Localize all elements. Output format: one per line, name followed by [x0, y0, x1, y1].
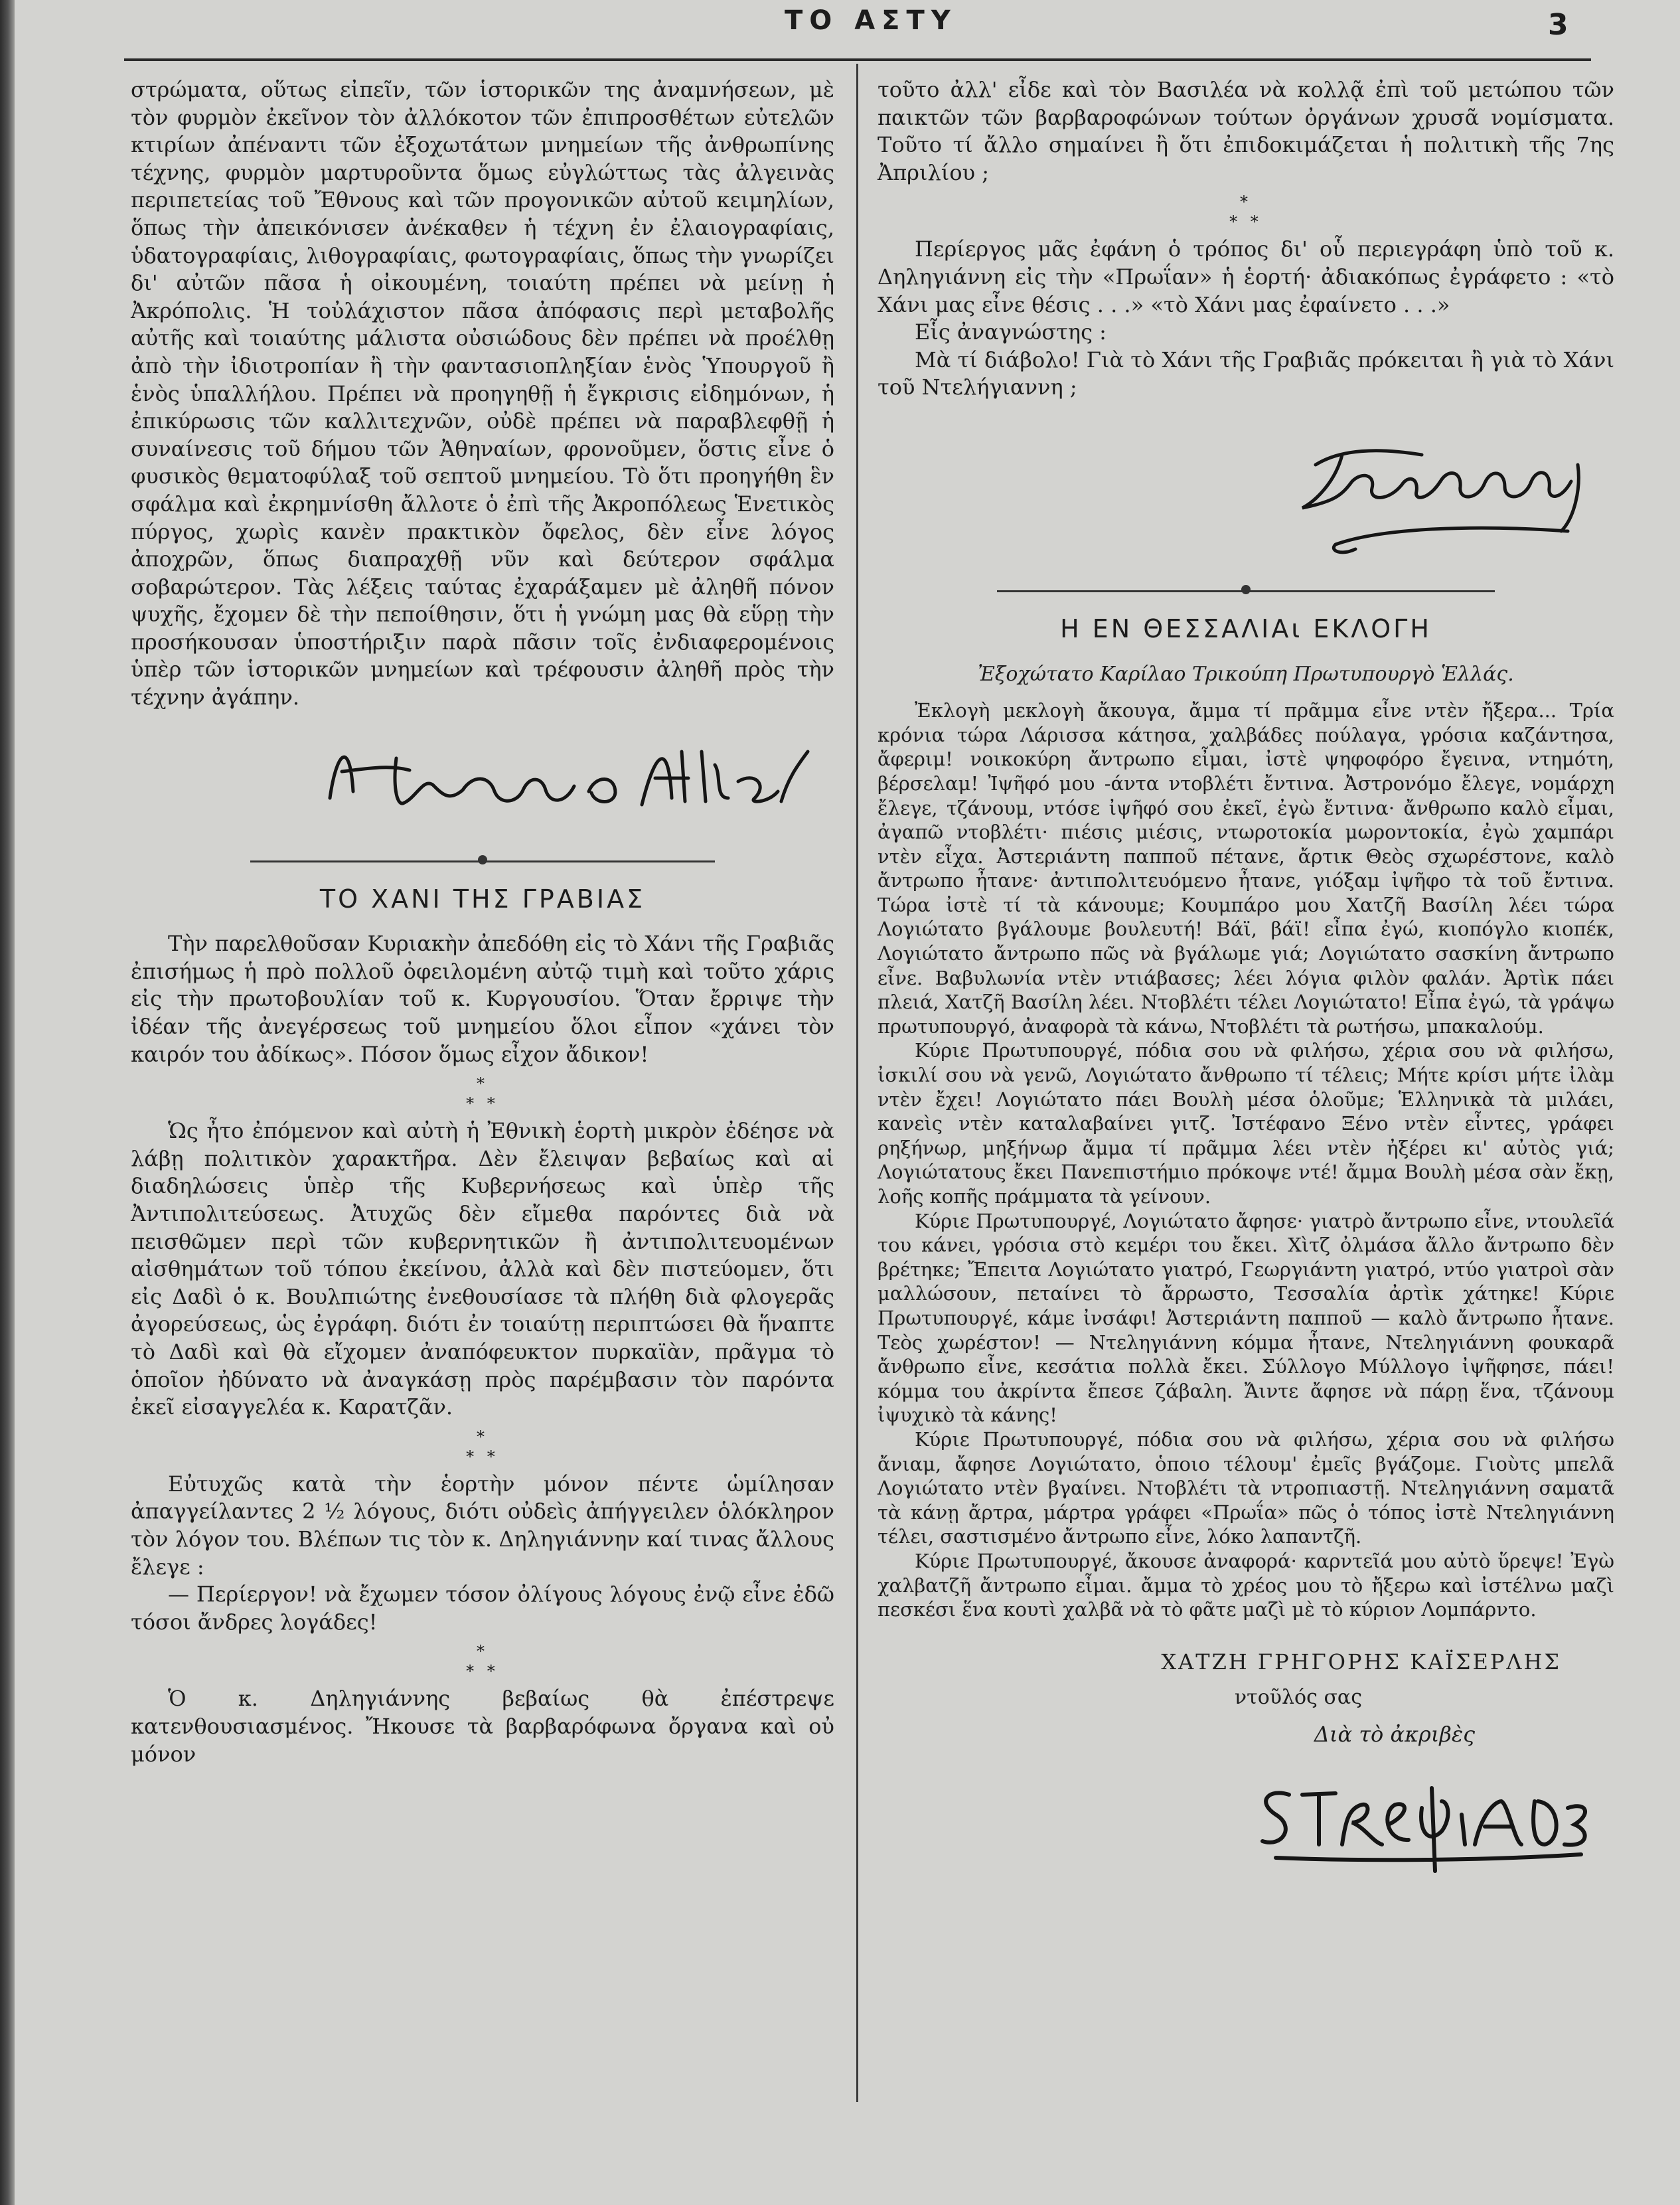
- chani-paragraph-1: Τὴν παρελθοῦσαν Κυριακὴν ἀπεδόθη εἰς τὸ Χάνι τῆς Γραβιᾶς ἐπισήμως ἡ πρὸ πολλοῦ ὀφειλομένη αὐτῷ τιμὴ καὶ τοῦτο χάρις εἰς τὴν πρωτοβουλίαν τοῦ κ. Κυργουσίου. Ὅταν ἔρριψε τὴν ἰδέαν τῆς ἀνεγέρσεως τοῦ μνημείου ὅλοι εἶπον «χάνει τὸν καιρόν του ἀδίκως». Πόσον ὅμως εἶχον ἄδικον!: [131, 931, 834, 1067]
- asterism: * * *: [466, 1074, 499, 1113]
- closing-attestation: Διὰ τὸ ἀκριβὲς: [1314, 1721, 1475, 1747]
- letter-paragraph-1: Ἐκλογὴ μεκλογὴ ἄκουγα, ἄμμα τί πρᾶμμα εἶνε ντὲν ἤξερα... Τρία κρόνια τώρα Λάρισσα κάτησα, χαλβάδες πούλαγα, γρόσια καζάντησα, ἄφεριμ! νοικοκύρη ἄντρωπο εἶμαι, ἰστὲ ψηφοφόρο ἔγεινα, ντημότη, βέρσελαμ! Ἰψῆφό μου ‑άντα ντοβλέτι ἔντινα. Ἀστρονόμο ἔλεγε, νομάρχη ἔλεγε, τζάνουμ, ντόσε ἰψῆφό σου ἐκεῖ, ἐγὼ ἔντινα· ἄνθρωπο καλὸ εἶμαι, ἀγαπῶ ντοβλέτι· πιέσις μιέσις, ντωροτοκία μωροντοκία, ἐγὼ χαμπάρι ντὲν εἶχα. Ἀστεριάντη παπποῦ πέτανε, ἄρτικ Θεὸς σχωρέστονε, καλὸ ἄντρωπο ἦτανε· ἀντιπολιτευόμενο ἦτανε, γιόξαμ ἰψῆφο τὰ τοῦ ἔντινα. Τώρα ἰστὲ τί τὰ κάνουμε; Κουμπάρο μου Χατζῆ Βασίλη λέει τώρα Λογιώτατο βγάλουμε βουλευτή! Βάϊ, βάϊ! εἶπα ἐγώ, κιοπόγλο κιοπέκ, Λογιώτατο ἄντρωπο πῶς νὰ βγάλωμε γιά; Λογιώτατο σασκίνη ἄντρωπο εἶνε. Βαβυλωνία ντὲν ντιάβασες; λέει λόγια φιλὸν φαλάν. Ἀρτὶκ πάει πλειά, Χατζῆ Βασίλη λέει. Ντοβλέτι τέλει Λογιώτατο! Εἶπα ἐγώ, τὰ γράψω πρωτυπουργό, ἀναφορὰ τὰ κάνω, Ντοβλέτι τὰ ρωτήσω, μπακαλούμ.: [878, 699, 1614, 1038]
- section-title-chani: ΤΟ ΧΑΝΙ ΤΗΣ ΓΡΑΒΙΑΣ: [319, 884, 646, 914]
- right-column: [878, 76, 1614, 1894]
- chani-paragraph-3: Εὐτυχῶς κατὰ τὴν ἑορτὴν μόνον πέντε ὡμίλησαν ἀπαγγείλαντες 2 ½ λόγους, διότι οὐδεὶς ἀπήγγειλεν ὁλόκληρον τὸν λόγον του. Βλέπων τις τὸν κ. Δηληγιάννην καί τινας ἄλλους ἔλεγε :: [131, 1471, 834, 1580]
- page-number: 3: [1548, 8, 1568, 42]
- chani-paragraph-4: — Περίεργον! νὰ ἔχωμεν τόσον ὀλίγους λόγους ἐνῷ εἶνε ἐδῶ τόσοι ἄνδρες λογάδες!: [131, 1582, 834, 1635]
- letter-paragraph-4: Κύριε Πρωτυπουργέ, πόδια σου νὰ φιλήσω, χέρια σου νὰ φιλήσω ἄνιαμ, ἄφησε Λογιώτατο, ὁποιο τέλουμ' ἐμεῖς βγάζομε. Γιοὺτς μπελᾶ Λογιώτατο ντὲν βγαίνει. Ντοβλέτι τὰ ντροπιαστῇ. Ντεληγιάννη σαματᾶ τὰ κάνῃ ἄρτρα, μάρτρα γράφει «Πρωΐα» πῶς ὁ τόπος ἰστὲ Ντεληγιάννη τέλει, σαστισμένο ἄντρωπο εἶνε, λόκο λαπαντζῆ.: [878, 1428, 1614, 1548]
- right-paragraph-2: Περίεργος μᾶς ἐφάνη ὁ τρόπος δι' οὗ περιεγράφη ὑπὸ τοῦ κ. Δηληγιάννη εἰς τὴν «Πρωΐαν» ἡ ἑορτή· ἀδιακόπως ἐγράφετο : «τὸ Χάνι μας εἶνε θέσις . . .» «τὸ Χάνι μας ἐφαίνετο . . .»: [878, 236, 1614, 317]
- left-column: [131, 76, 834, 1768]
- signature-isopalaios: [878, 402, 1614, 568]
- right-paragraph-3: Εἷς ἀναγνώστης :: [915, 319, 1107, 345]
- page-spine: [0, 0, 15, 2205]
- masthead-title: ΤΟ ΑΣΤΥ: [785, 5, 957, 36]
- section-divider: [131, 847, 834, 874]
- letter-paragraph-5: Κύριε Πρωτυπουργέ, ἄκουσε ἀναφορά· καρντεῖά μου αὐτὸ ὕρεψε! Ἐγὼ χαλβατζῆ ἄντρωπο εἶμαι. ἄμμα τὸ χρέος μου τὸ ἤξερω καὶ ἰστέλνω μαζὶ πεσκέσι ἕνα κουτὶ χαλβᾶ νὰ τὸ φᾶτε μαζὶ μὲ τὸ κύριον Λομπάρντο.: [878, 1549, 1614, 1621]
- closing-line: ντοῦλός σας: [1234, 1686, 1362, 1710]
- intro-paragraph: στρώματα, οὕτως εἰπεῖν, τῶν ἱστορικῶν της ἀναμνήσεων, μὲ τὸν φυρμὸν ἐκεῖνον τὸν ἀλλόκοτον τῶν ἐπιπροσθέτων εὐτελῶν κτιρίων ἀπέναντι τῶν ἐξοχωτάτων μνημείων τῆς ἀνθρωπίνης τέχνης, φυρμὸν μαρτυροῦντα ὅμως εὐγλώττως τὰς ἀλγεινὰς περιπετείας τοῦ Ἔθνους καὶ τῶν προγονικῶν αὐτοῦ κειμηλίων, ὅπως τὴν ἀπεικόνισεν ἀνέκαθεν ἡ τέχνη ἐν ἐλαιογραφίαις, ὑδατογραφίαις, λιθογραφίαις, φωτογραφίαις, ὅπως τὴν γνωρίζει δι' αὐτῶν πᾶσα ἡ οἰκουμένη, τοιαύτη πρέπει νὰ μείνῃ ἡ Ἀκρόπολις. Ἡ τοὐλάχιστον πᾶσα ἀπόφασις περὶ μεταβολῆς αὐτῆς καὶ τοιαύτης μάλιστα οὐσιώδους δὲν πρέπει νὰ προέλθῃ ἀπὸ τὴν ἰδιοτροπίαν ἢ τὴν φαντασιοπληξίαν ἑνὸς Ὑπουργοῦ ἢ ἑνὸς ὑπαλλήλου. Πρέπει νὰ προηγηθῇ ἡ ἔγκρισις εἰδημόνων, ἡ ἐπικύρωσις τῶν καλλιτεχνῶν, οὐδὲ πρέπει νὰ παραβλεφθῇ ἡ συναίνεσις τοῦ δήμου τῶν Ἀθηναίων, φρονοῦμεν, ὅστις εἶνε ὁ φυσικὸς θεματοφύλαξ τοῦ σεπτοῦ μνημείου. Τὸ ὅτι προηγήθη ἓν σφάλμα καὶ ἐκρημνίσθη ἄλλοτε ὁ ἐπὶ τῆς Ἀκροπόλεως Ἑνετικὸς πύργος, χωρὶς κανὲν πρακτικὸν ὄφελος, δὲν εἶνε λόγος ἀποχρῶν, ὅπως διαπραχθῇ νῦν καὶ δεύτερον σφάλμα σοβαρώτερον. Τὰς λέξεις ταύτας ἐχαράξαμεν μὲ ἀληθῆ πόνον ψυχῆς, ἔχομεν δὲ τὴν πεποίθησιν, ὅτι ἡ γνώμη μας θὰ εὕρῃ τὴν προσήκουσαν ὑποστήριξιν παρὰ πᾶσιν τοῖς ἐνδιαφερομένοις ὑπὲρ τῶν ἱστορικῶν μνημείων καὶ τρέφουσιν ἀληθῆ πρὸς τὴν τέχνην ἀγάπην.: [131, 77, 834, 710]
- asterism: * * *: [1229, 193, 1262, 232]
- chani-paragraph-2: Ὡς ἦτο ἐπόμενον καὶ αὐτὴ ἡ Ἐθνικὴ ἑορτὴ μικρὸν ἐδέησε νὰ λάβῃ πολιτικὸν χαρακτῆρα. Δὲν ἔλειψαν βεβαίως καὶ αἱ διαδηλώσεις ὑπὲρ τῆς Κυβερνήσεως καὶ ὑπὲρ τῆς Ἀντιπολιτεύσεως. Ἀτυχῶς δὲν εἴμεθα παρόντες διὰ νὰ πεισθῶμεν περὶ τῶν κυβερνητικῶν ἢ ἀντιπολιτευομένων αἰσθημάτων τοῦ τόπου ἐκείνου, ἀλλὰ καὶ δὲν πιστεύομεν, ὅτι εἰς Δαδὶ ὁ κ. Βουλπιώτης ἐνεθουσίασε τὰ πλήθη διὰ φλογερᾶς ἀγορεύσεως, ὡς ἐγράφη. διότι ἐν τοιαύτῃ περιπτώσει θὰ ἥναπτε τὸ Δαδὶ καὶ θὰ εἴχομεν ἀναπόφευκτον πυρκαϊὰν, πρᾶγμα τὸ ὁποῖον ἠδύνατο νὰ ἀναγκάσῃ πρὸς παρέμβασιν τὸν παρόντα ἐκεῖ εἰσαγγελέα κ. Καρατζᾶν.: [131, 1118, 834, 1420]
- letter-paragraph-2: Κύριε Πρωτυπουργέ, πόδια σου νὰ φιλήσω, χέρια σου νὰ φιλήσω, ἰσκιλί σου νὰ γενῶ, Λογιώτατο ἄνθρωπο τί τέλεις; Μήτε κρίσι μήτε ἰλὰμ ντὲν ἔχει! Λογιώτατο πάει Βουλὴ μέσα ὁλοῦμε; Ἑλληνικὰ τὰ μιλάει, κανεὶς ντὲν καταλαβαίνει γιτζ. Ἰστέφανο Ξένο ντὲν εἶντες, γράφει ρηξήνωρ, μηξήνωρ ἄμμα τί πρᾶμμα λέει ντὲν ἠξέρει κι' αὐτὸς γιά; Λογιώτατους ἔκει Πανεπιστήμιο πρόκοψε ντέ! ἄμμα Βουλὴ μέσα σὰν ἔκῃ, λοῆς κοπῆς πράμματα τὰ γείνουν.: [878, 1039, 1614, 1208]
- header-rule: [124, 58, 1591, 61]
- right-paragraph-1: τοῦτο ἀλλ' εἶδε καὶ τὸν Βασιλέα νὰ κολλᾷ ἐπὶ τοῦ μετώπου τῶν παικτῶν τῶν βαρβαροφώνων τούτων ὀργάνων χρυσᾶ νομίσματα. Τοῦτο τί ἄλλο σημαίνει ἢ ὅτι ἐπιδοκιμάζεται ἡ πολιτικὴ τῆς 7ης Ἀπριλίου ;: [878, 77, 1614, 185]
- signature-herodes: [131, 712, 834, 838]
- section-divider: [878, 577, 1614, 604]
- dedication-line: Ἐξοχώτατο Καρίλαο Τρικούπη Πρωτυπουργὸ Ἑλλάς.: [978, 662, 1514, 686]
- section-title-ekloge: Η ΕΝ ΘΕΣΣΑΛΙΑι ΕΚΛΟΓΗ: [1060, 613, 1432, 643]
- letter-body: [878, 698, 1614, 1622]
- newspaper-page: [15, 0, 1680, 2205]
- chani-paragraph-5: Ὁ κ. Δηληγιάννης βεβαίως θὰ ἐπέστρεψε κατενθουσιασμένος. Ἤκουσε τὰ βαρβαρόφωνα ὄργανα καὶ οὐ μόνον: [131, 1686, 834, 1767]
- asterism: * * *: [466, 1427, 499, 1466]
- asterism: * * *: [466, 1642, 499, 1681]
- letter-paragraph-3: Κύριε Πρωτυπουργέ, Λογιώτατο ἄφησε· γιατρὸ ἄντρωπο εἶνε, ντουλεῖά του κάνει, γρόσια στὸ κεμέρι του ἔκει. Χὶτζ ὀλμάσα ἄλλο ἄντρωπο δὲν βρέτηκε; Ἔπειτα Λογιώτατο γιατρό, Γεωργιάντη γιατρό, ντύο γιατροὶ σὰν μαλλώσουν, πεταίνει τὸ ἄρρωστο, Τεσσαλία ἀρτὶκ χάτηκε! Κύριε Πρωτυπουργέ, κάμε ἰνσάφι! Ἀστεριάντη παπποῦ — καλὸ ἄντρωπο ἦτανε. Τεὸς χωρέστον! — Ντεληγιάννη κόμμα ἦτανε, Ντεληγιάννη φουκαρᾶ ἄνθρωπο εἶνε, κεσάτια πολλὰ ἔκει. Σύλλογο Μύλλογο ἰψῆφησε, πάει! κόμμα του ἀκρίντα ἔπεσε ζάβαλη. Ἄιντε ἄφησε νὰ πάρῃ ἕνα, τζάνουμ ἰψυχικὸ τὰ κάνης!: [878, 1209, 1614, 1427]
- signature-strepsiades: [878, 1748, 1614, 1894]
- column-rule: [856, 64, 858, 2102]
- letter-author: ΧΑΤΖΗ ΓΡΗΓΟΡΗΣ ΚΑΪΣΕΡΛΗΣ: [1161, 1649, 1561, 1674]
- right-paragraph-4: Μὰ τί διάβολο! Γιὰ τὸ Χάνι τῆς Γραβιᾶς πρόκειται ἢ γιὰ τὸ Χάνι τοῦ Ντελήγιαννη ;: [878, 347, 1614, 400]
